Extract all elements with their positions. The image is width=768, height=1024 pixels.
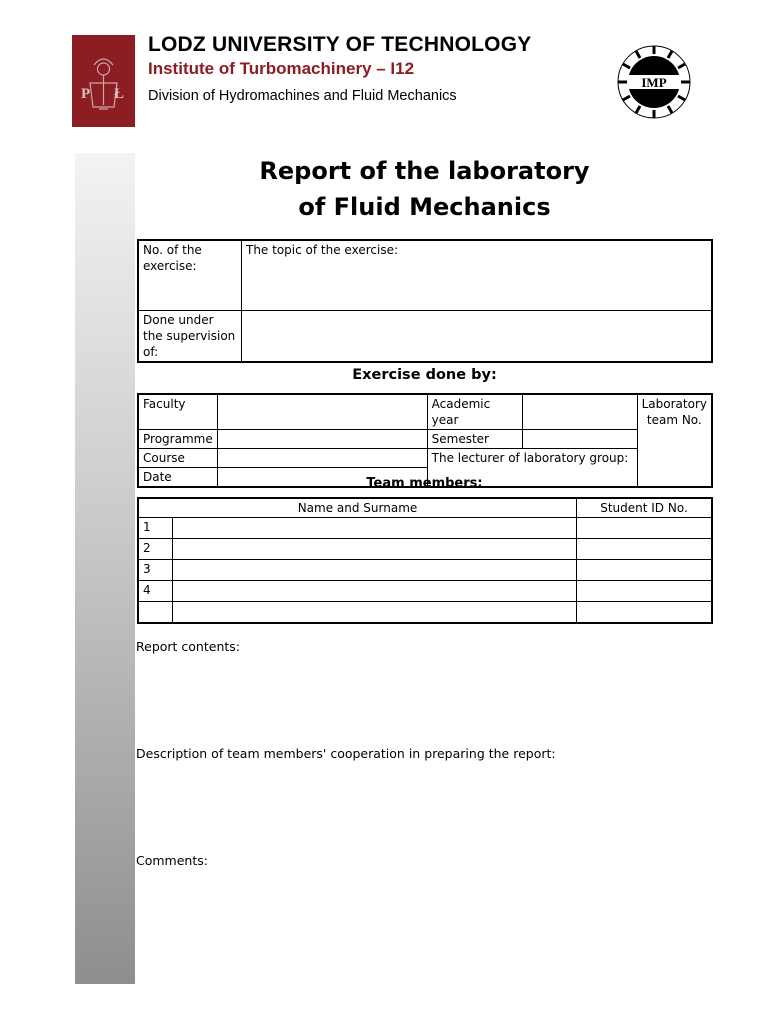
university-logo xyxy=(72,35,135,127)
exercise-done-by-heading: Exercise done by: xyxy=(352,367,497,383)
report-title-line2: of Fluid Mechanics xyxy=(298,193,551,221)
date-label: Date xyxy=(138,468,217,488)
row-number: 4 xyxy=(138,581,173,602)
faculty-label: Faculty xyxy=(138,394,217,430)
team-members-heading: Team members: xyxy=(366,476,483,491)
member-name-cell xyxy=(173,539,577,560)
row-number: 3 xyxy=(138,560,173,581)
name-column-header: Name and Surname xyxy=(138,498,577,518)
supervision-value xyxy=(242,310,713,362)
division-name: Division of Hydromachines and Fluid Mechanics xyxy=(148,88,457,104)
svg-text:IMP: IMP xyxy=(641,75,667,90)
student-id-cell xyxy=(577,539,713,560)
academic-year-label: Academic year xyxy=(427,394,522,430)
faculty-value xyxy=(217,394,427,430)
report-contents-label: Report contents: xyxy=(136,639,240,654)
svg-text:P: P xyxy=(81,86,91,102)
member-name-cell xyxy=(173,518,577,539)
report-title-line1: Report of the laboratory xyxy=(259,157,590,185)
member-name-cell xyxy=(173,602,577,623)
table-row xyxy=(138,560,712,581)
academic-year-value xyxy=(522,394,637,430)
programme-value xyxy=(217,430,427,449)
semester-label: Semester xyxy=(427,430,522,449)
student-id-cell xyxy=(577,560,713,581)
student-id-column-header: Student ID No. xyxy=(577,498,713,518)
row-number: 2 xyxy=(138,539,173,560)
table-row xyxy=(138,539,712,560)
student-id-cell xyxy=(577,602,713,623)
member-name-cell xyxy=(173,581,577,602)
member-name-cell xyxy=(173,560,577,581)
semester-value xyxy=(522,430,637,449)
institute-name: Institute of Turbomachinery – I12 xyxy=(148,59,415,78)
exercise-done-by-table xyxy=(137,393,713,488)
lab-team-number-label: Laboratory team No. xyxy=(637,394,712,487)
supervision-label: Done under the supervision of: xyxy=(138,310,242,362)
programme-label: Programme xyxy=(138,430,217,449)
course-label: Course xyxy=(138,449,217,468)
exercise-info-table xyxy=(137,239,713,363)
cooperation-description-label: Description of team members' cooperation in preparing the report: xyxy=(136,746,556,761)
exercise-topic-label: The topic of the exercise: xyxy=(242,240,713,310)
student-id-cell xyxy=(577,581,713,602)
table-row xyxy=(138,518,712,539)
university-name: LODZ UNIVERSITY OF TECHNOLOGY xyxy=(148,33,532,56)
comments-label: Comments: xyxy=(136,853,208,868)
imp-logo xyxy=(614,44,694,120)
lecturer-label: The lecturer of laboratory group: xyxy=(427,449,637,488)
table-row xyxy=(138,581,712,602)
student-id-cell xyxy=(577,518,713,539)
row-number: 1 xyxy=(138,518,173,539)
table-row xyxy=(138,602,712,623)
team-members-table xyxy=(137,497,713,624)
course-value xyxy=(217,449,427,468)
exercise-number-label: No. of the exercise: xyxy=(138,240,242,310)
svg-text:Ł: Ł xyxy=(114,86,125,102)
row-number xyxy=(138,602,173,623)
decorative-sidebar-gradient xyxy=(75,153,135,984)
